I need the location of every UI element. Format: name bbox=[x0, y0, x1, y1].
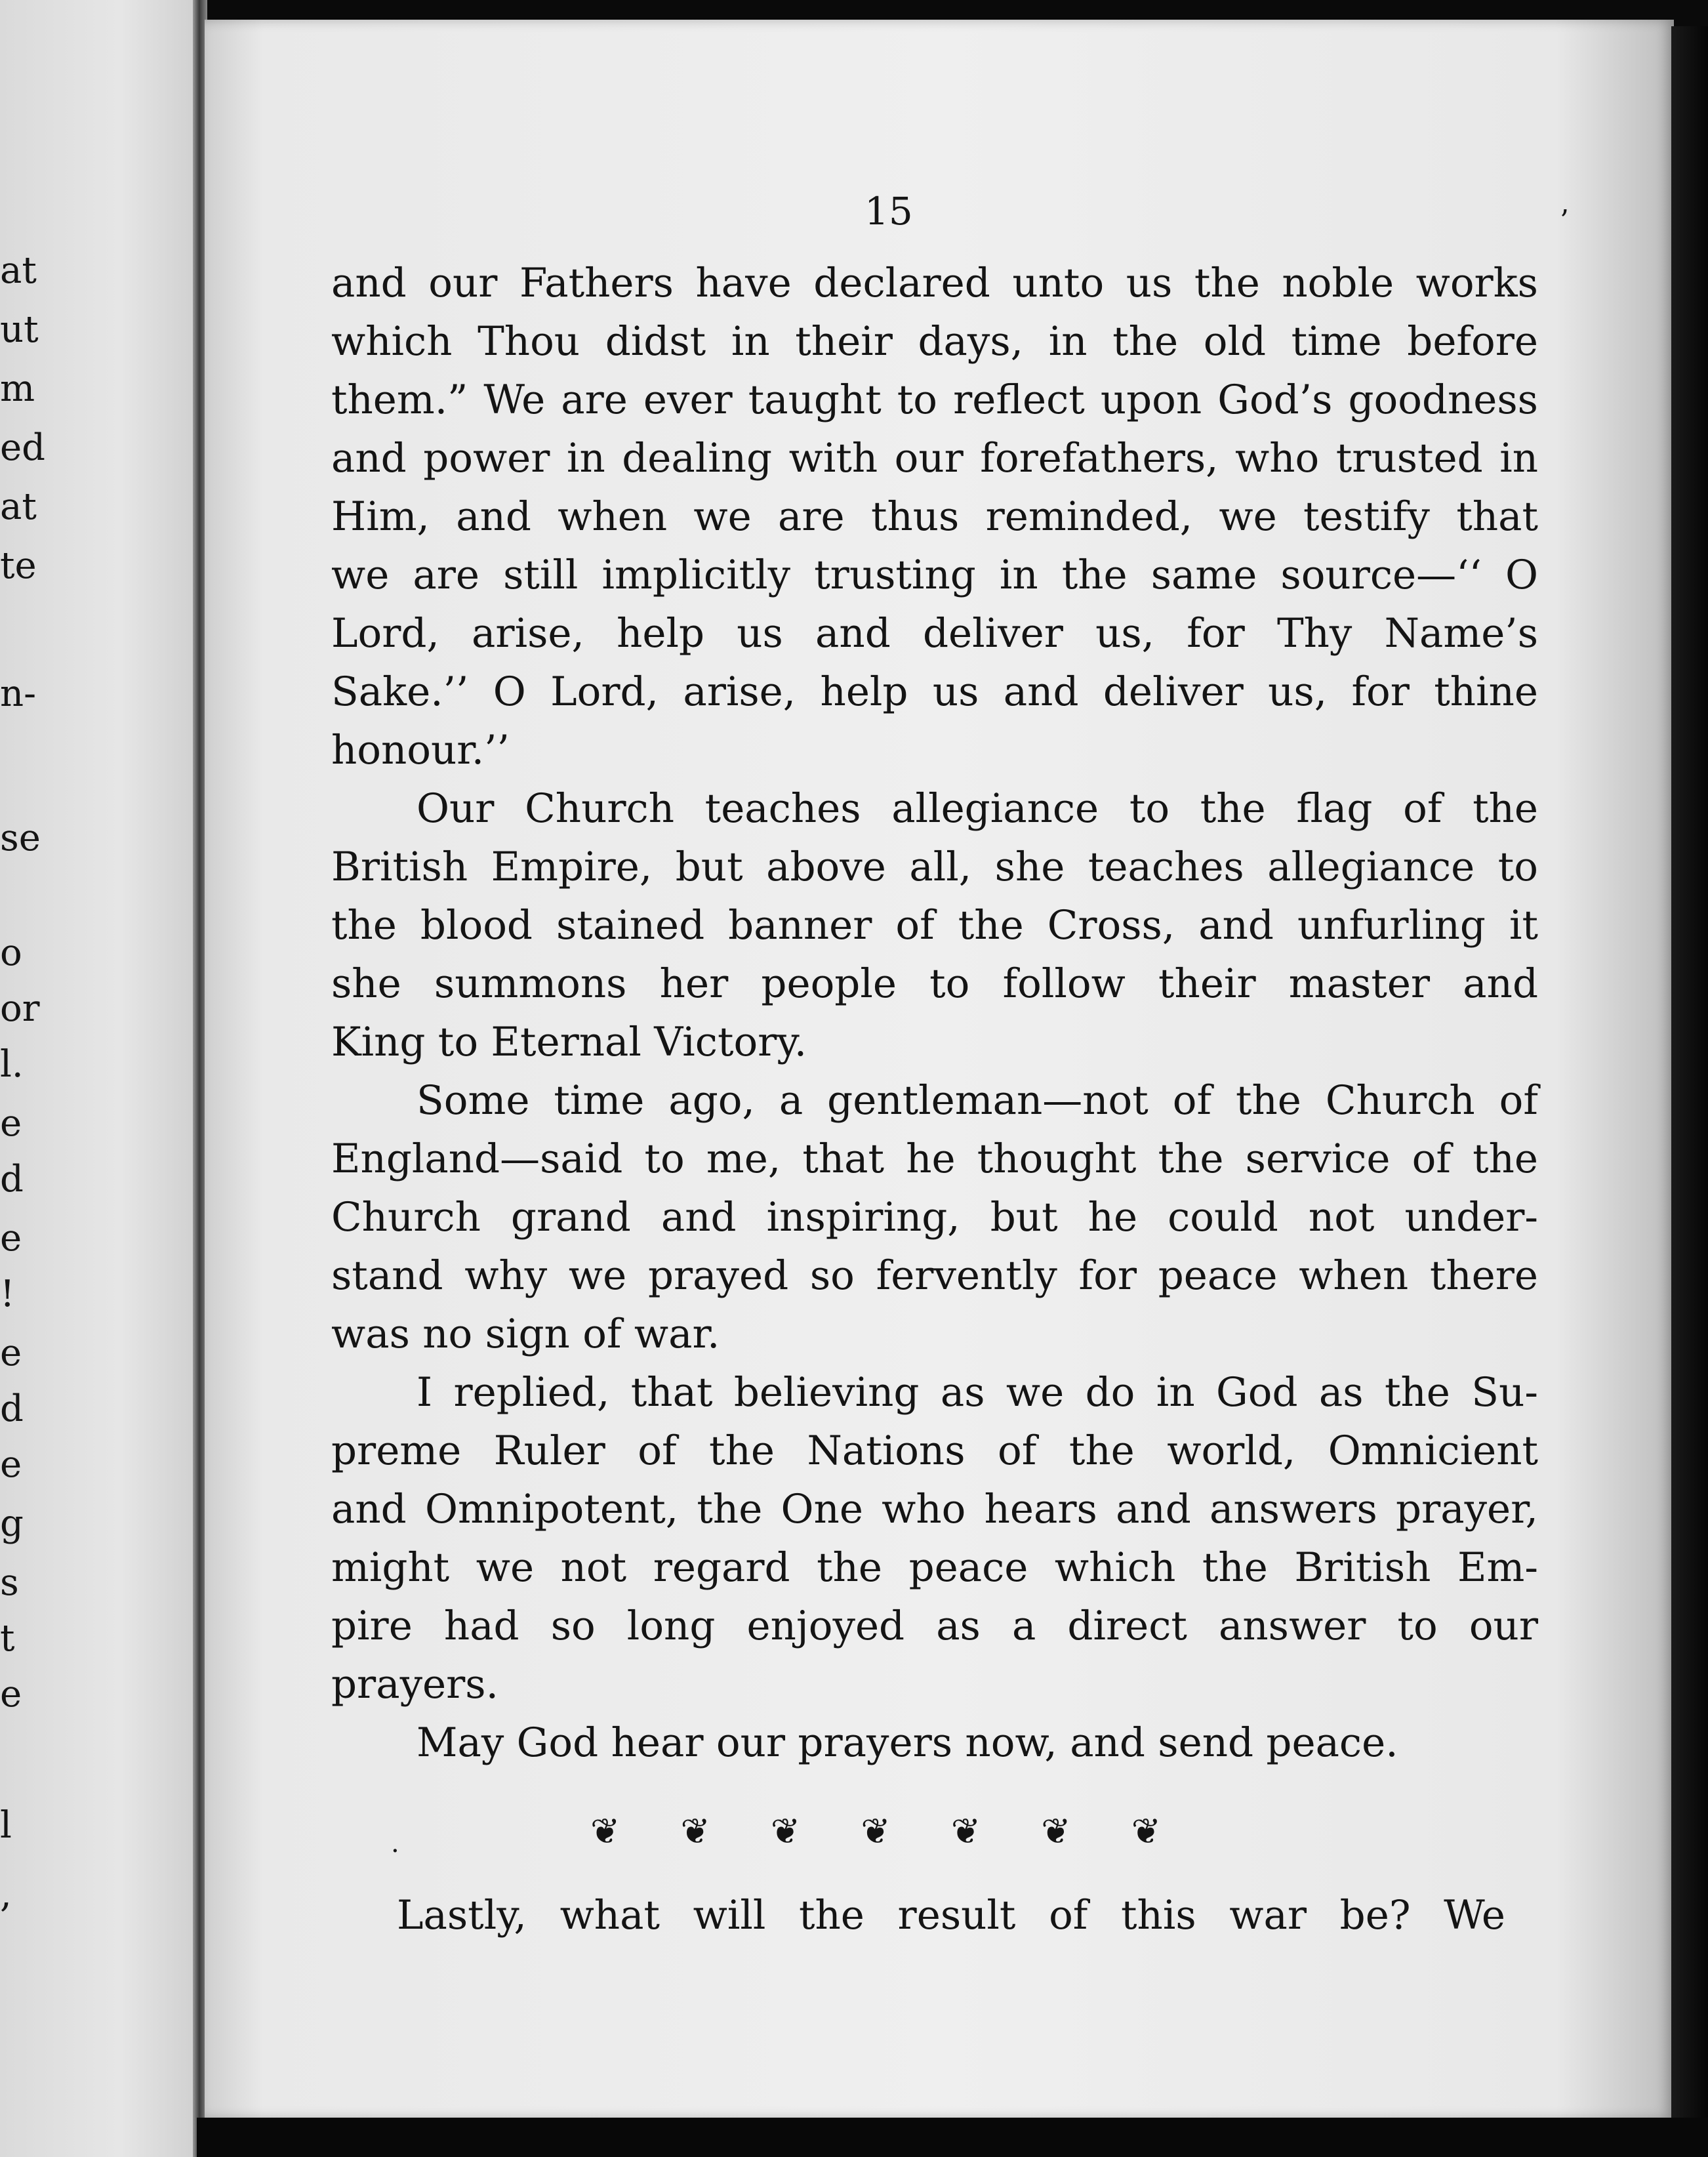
fleuron-glyph: ❦ bbox=[590, 1811, 620, 1852]
left-page-fragment: l. bbox=[0, 1043, 24, 1086]
fleuron-glyph: ❦ bbox=[861, 1811, 891, 1852]
text-line: and Omnipotent, the One who hears and answers prayer, bbox=[331, 1486, 1538, 1532]
text-line: Sake.’’ O Lord, arise, help us and deliver us, for thine bbox=[331, 668, 1538, 715]
left-page-fragment: at bbox=[0, 249, 37, 292]
fleuron-glyph: ❦ bbox=[950, 1811, 981, 1852]
page-number: 15 bbox=[864, 189, 913, 234]
text-line: Our Church teaches allegiance to the flag of the bbox=[417, 785, 1538, 832]
text-line: might we not regard the peace which the British Em- bbox=[331, 1544, 1538, 1591]
left-facing-page bbox=[0, 0, 201, 2157]
left-page-fragment: e bbox=[0, 1673, 22, 1715]
text-line: I replied, that believing as we do in God as the Su- bbox=[417, 1369, 1538, 1416]
text-line: England—said to me, that he thought the service of the bbox=[331, 1136, 1538, 1182]
left-page-fragment: ed bbox=[0, 426, 45, 469]
left-page-fragment: e bbox=[0, 1217, 22, 1260]
right-page-edge bbox=[1671, 26, 1708, 2157]
text-line: May God hear our prayers now, and send peace. bbox=[417, 1719, 1398, 1766]
left-page-fragment: e bbox=[0, 1102, 22, 1145]
text-line: British Empire, but above all, she teaches allegiance to bbox=[331, 844, 1538, 890]
left-page-fragment: e bbox=[0, 1332, 22, 1374]
left-page-fragment: d bbox=[0, 1387, 24, 1430]
text-line: King to Eternal Victory. bbox=[331, 1019, 807, 1065]
text-line: pire had so long enjoyed as a direct answer to our bbox=[331, 1603, 1538, 1649]
fleuron-glyph: ❦ bbox=[770, 1811, 801, 1852]
fleuron-glyph: ❦ bbox=[1131, 1811, 1161, 1852]
text-line: preme Ruler of the Nations of the world, Omnicient bbox=[331, 1428, 1538, 1474]
text-line: Lord, arise, help us and deliver us, for Thy Name’s bbox=[331, 610, 1538, 657]
text-line: Him, and when we are thus reminded, we testify that bbox=[331, 493, 1538, 540]
text-line: them.” We are ever taught to reflect upon God’s goodness bbox=[331, 377, 1538, 423]
text-line: and our Fathers have declared unto us the noble works bbox=[331, 260, 1538, 306]
left-page-fragment: ut bbox=[0, 308, 39, 351]
left-page-fragment: ! bbox=[0, 1273, 15, 1315]
text-line: stand why we prayed so fervently for peace when there bbox=[331, 1252, 1538, 1299]
text-line: she summons her people to follow their master and bbox=[331, 960, 1538, 1007]
text-line: the blood stained banner of the Cross, and unfurling it bbox=[331, 902, 1538, 949]
left-page-fragment: n- bbox=[0, 672, 36, 715]
left-page-fragment: l bbox=[0, 1804, 12, 1847]
left-page-fragment: g bbox=[0, 1502, 24, 1545]
left-page-fragment: s bbox=[0, 1561, 19, 1604]
left-page-fragment: or bbox=[0, 987, 40, 1030]
text-line: was no sign of war. bbox=[331, 1311, 720, 1357]
text-line: which Thou didst in their days, in the old time before bbox=[331, 318, 1538, 365]
text-line: we are still implicitly trusting in the same source—‘‘ O bbox=[331, 552, 1538, 598]
text-line: honour.’’ bbox=[331, 727, 510, 773]
left-page-fragment: e bbox=[0, 1443, 22, 1486]
fleuron-glyph: ❦ bbox=[680, 1811, 710, 1852]
left-page-fragment: t bbox=[0, 1617, 15, 1660]
left-page-fragment: o bbox=[0, 932, 22, 974]
asterism-dot: . bbox=[391, 1828, 399, 1859]
text-line: Some time ago, a gentleman—not of the Church of bbox=[417, 1077, 1538, 1124]
left-page-fragment: se bbox=[0, 817, 41, 859]
left-page-fragment: m bbox=[0, 367, 35, 410]
left-page-fragment: , bbox=[0, 1873, 12, 1916]
left-page-fragment: te bbox=[0, 544, 37, 587]
left-page-fragment: at bbox=[0, 485, 37, 528]
bottom-edge bbox=[197, 2118, 1708, 2157]
fleuron-glyph: ❦ bbox=[1041, 1811, 1071, 1852]
text-line: prayers. bbox=[331, 1661, 498, 1708]
left-page-fragment: d bbox=[0, 1158, 24, 1201]
text-line: Church grand and inspiring, but he could not under- bbox=[331, 1194, 1538, 1241]
text-line: and power in dealing with our forefathers, who trusted in bbox=[331, 435, 1538, 482]
margin-mark: ’ bbox=[1560, 204, 1569, 237]
closing-text-line: Lastly, what will the result of this war be? We bbox=[397, 1892, 1505, 1939]
asterism-divider bbox=[590, 1812, 1161, 1851]
